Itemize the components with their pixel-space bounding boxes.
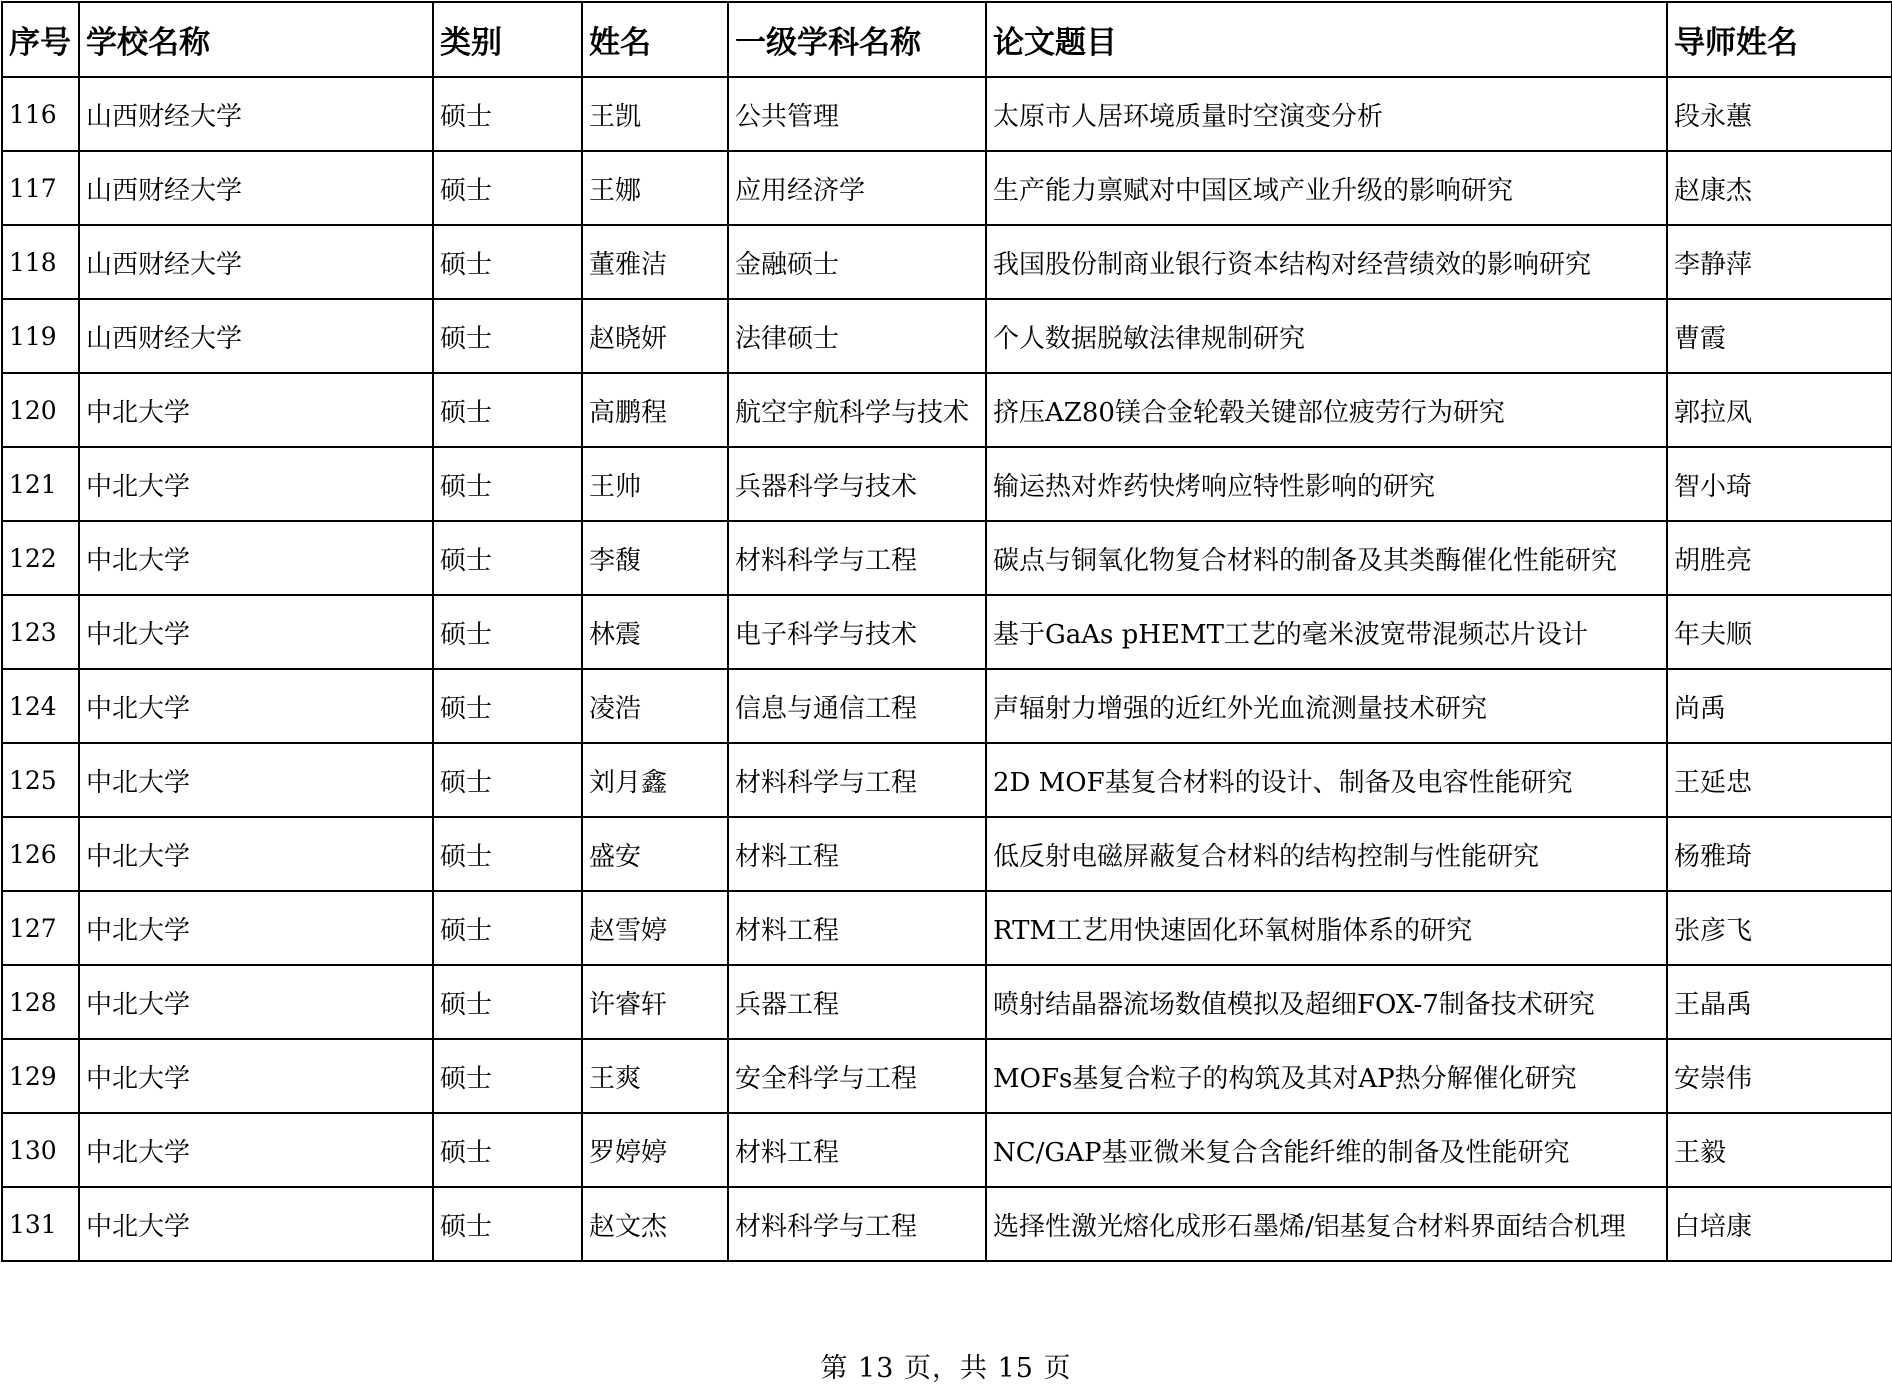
- cell-name: 李馥: [582, 521, 728, 595]
- cell-subject: 信息与通信工程: [728, 669, 986, 743]
- cell-type: 硕士: [433, 447, 582, 521]
- cell-index: 120: [2, 373, 79, 447]
- cell-name: 许睿轩: [582, 965, 728, 1039]
- cell-name: 董雅洁: [582, 225, 728, 299]
- cell-index: 118: [2, 225, 79, 299]
- cell-subject: 兵器科学与技术: [728, 447, 986, 521]
- table-row: [2, 447, 1892, 521]
- cell-subject: 公共管理: [728, 77, 986, 151]
- cell-school: 中北大学: [79, 1113, 433, 1187]
- table-row: [2, 1187, 1892, 1261]
- cell-advisor: 胡胜亮: [1667, 521, 1892, 595]
- cell-index: 122: [2, 521, 79, 595]
- cell-title: 我国股份制商业银行资本结构对经营绩效的影响研究: [986, 225, 1667, 299]
- cell-title: 输运热对炸药快烤响应特性影响的研究: [986, 447, 1667, 521]
- cell-advisor: 王毅: [1667, 1113, 1892, 1187]
- header-subject: 一级学科名称: [728, 2, 986, 77]
- cell-subject: 法律硕士: [728, 299, 986, 373]
- cell-type: 硕士: [433, 521, 582, 595]
- cell-type: 硕士: [433, 225, 582, 299]
- cell-school: 山西财经大学: [79, 151, 433, 225]
- table-row: [2, 743, 1892, 817]
- cell-advisor: 杨雅琦: [1667, 817, 1892, 891]
- cell-type: 硕士: [433, 891, 582, 965]
- cell-type: 硕士: [433, 817, 582, 891]
- cell-type: 硕士: [433, 77, 582, 151]
- cell-advisor: 张彦飞: [1667, 891, 1892, 965]
- cell-subject: 兵器工程: [728, 965, 986, 1039]
- cell-title: 太原市人居环境质量时空演变分析: [986, 77, 1667, 151]
- cell-title: 2D MOF基复合材料的设计、制备及电容性能研究: [986, 743, 1667, 817]
- cell-index: 117: [2, 151, 79, 225]
- cell-title: 碳点与铜氧化物复合材料的制备及其类酶催化性能研究: [986, 521, 1667, 595]
- cell-advisor: 安崇伟: [1667, 1039, 1892, 1113]
- cell-name: 赵雪婷: [582, 891, 728, 965]
- cell-subject: 材料工程: [728, 891, 986, 965]
- cell-title: 低反射电磁屏蔽复合材料的结构控制与性能研究: [986, 817, 1667, 891]
- cell-advisor: 曹霞: [1667, 299, 1892, 373]
- cell-school: 中北大学: [79, 891, 433, 965]
- cell-advisor: 郭拉凤: [1667, 373, 1892, 447]
- cell-type: 硕士: [433, 965, 582, 1039]
- cell-index: 128: [2, 965, 79, 1039]
- cell-advisor: 白培康: [1667, 1187, 1892, 1261]
- cell-advisor: 李静萍: [1667, 225, 1892, 299]
- cell-index: 130: [2, 1113, 79, 1187]
- cell-index: 125: [2, 743, 79, 817]
- table-body: [2, 77, 1892, 1261]
- table-row: [2, 77, 1892, 151]
- table-header: [2, 2, 1892, 77]
- cell-subject: 材料工程: [728, 817, 986, 891]
- cell-school: 山西财经大学: [79, 225, 433, 299]
- cell-type: 硕士: [433, 669, 582, 743]
- cell-type: 硕士: [433, 743, 582, 817]
- cell-school: 中北大学: [79, 373, 433, 447]
- table-row: [2, 373, 1892, 447]
- cell-title: RTM工艺用快速固化环氧树脂体系的研究: [986, 891, 1667, 965]
- page-number: 第 13 页，共 15 页: [820, 1353, 1072, 1384]
- table-row: [2, 225, 1892, 299]
- cell-title: 基于GaAs pHEMT工艺的毫米波宽带混频芯片设计: [986, 595, 1667, 669]
- cell-school: 中北大学: [79, 1039, 433, 1113]
- table-row: [2, 1039, 1892, 1113]
- cell-index: 131: [2, 1187, 79, 1261]
- cell-type: 硕士: [433, 1113, 582, 1187]
- header-school: 学校名称: [79, 2, 433, 77]
- cell-school: 中北大学: [79, 1187, 433, 1261]
- cell-title: 个人数据脱敏法律规制研究: [986, 299, 1667, 373]
- header-advisor: 导师姓名: [1667, 2, 1892, 77]
- header-type: 类别: [433, 2, 582, 77]
- cell-subject: 电子科学与技术: [728, 595, 986, 669]
- cell-name: 高鹏程: [582, 373, 728, 447]
- cell-name: 赵文杰: [582, 1187, 728, 1261]
- cell-school: 中北大学: [79, 669, 433, 743]
- table-row: [2, 817, 1892, 891]
- cell-name: 王凯: [582, 77, 728, 151]
- cell-advisor: 尚禹: [1667, 669, 1892, 743]
- cell-title: 喷射结晶器流场数值模拟及超细FOX-7制备技术研究: [986, 965, 1667, 1039]
- cell-index: 127: [2, 891, 79, 965]
- cell-subject: 材料工程: [728, 1113, 986, 1187]
- cell-index: 116: [2, 77, 79, 151]
- cell-name: 凌浩: [582, 669, 728, 743]
- cell-type: 硕士: [433, 1039, 582, 1113]
- cell-type: 硕士: [433, 373, 582, 447]
- cell-school: 中北大学: [79, 521, 433, 595]
- table-row: [2, 965, 1892, 1039]
- cell-name: 刘月鑫: [582, 743, 728, 817]
- cell-school: 中北大学: [79, 447, 433, 521]
- cell-name: 赵晓妍: [582, 299, 728, 373]
- cell-school: 中北大学: [79, 965, 433, 1039]
- cell-school: 中北大学: [79, 743, 433, 817]
- table-row: [2, 891, 1892, 965]
- table-row: [2, 595, 1892, 669]
- cell-subject: 金融硕士: [728, 225, 986, 299]
- cell-title: NC/GAP基亚微米复合含能纤维的制备及性能研究: [986, 1113, 1667, 1187]
- thesis-table: [1, 1, 1892, 1262]
- cell-school: 中北大学: [79, 595, 433, 669]
- cell-index: 123: [2, 595, 79, 669]
- cell-subject: 材料科学与工程: [728, 743, 986, 817]
- cell-school: 山西财经大学: [79, 299, 433, 373]
- cell-title: 声辐射力增强的近红外光血流测量技术研究: [986, 669, 1667, 743]
- cell-subject: 安全科学与工程: [728, 1039, 986, 1113]
- cell-subject: 应用经济学: [728, 151, 986, 225]
- cell-title: 生产能力禀赋对中国区域产业升级的影响研究: [986, 151, 1667, 225]
- cell-advisor: 王晶禹: [1667, 965, 1892, 1039]
- cell-name: 王爽: [582, 1039, 728, 1113]
- cell-type: 硕士: [433, 299, 582, 373]
- cell-index: 126: [2, 817, 79, 891]
- cell-index: 129: [2, 1039, 79, 1113]
- table-row: [2, 521, 1892, 595]
- cell-title: 选择性激光熔化成形石墨烯/铝基复合材料界面结合机理: [986, 1187, 1667, 1261]
- cell-name: 王娜: [582, 151, 728, 225]
- header-index: 序号: [2, 2, 79, 77]
- cell-school: 中北大学: [79, 817, 433, 891]
- cell-school: 山西财经大学: [79, 77, 433, 151]
- cell-type: 硕士: [433, 151, 582, 225]
- cell-title: MOFs基复合粒子的构筑及其对AP热分解催化研究: [986, 1039, 1667, 1113]
- header-row: [2, 2, 1892, 77]
- header-title: 论文题目: [986, 2, 1667, 77]
- table-row: [2, 299, 1892, 373]
- cell-name: 林震: [582, 595, 728, 669]
- cell-name: 盛安: [582, 817, 728, 891]
- cell-advisor: 年夫顺: [1667, 595, 1892, 669]
- cell-title: 挤压AZ80镁合金轮毂关键部位疲劳行为研究: [986, 373, 1667, 447]
- cell-index: 124: [2, 669, 79, 743]
- cell-advisor: 段永蕙: [1667, 77, 1892, 151]
- table-row: [2, 151, 1892, 225]
- cell-index: 119: [2, 299, 79, 373]
- cell-type: 硕士: [433, 595, 582, 669]
- table-row: [2, 1113, 1892, 1187]
- cell-subject: 航空宇航科学与技术: [728, 373, 986, 447]
- table-row: [2, 669, 1892, 743]
- cell-subject: 材料科学与工程: [728, 1187, 986, 1261]
- cell-index: 121: [2, 447, 79, 521]
- cell-advisor: 赵康杰: [1667, 151, 1892, 225]
- cell-advisor: 王延忠: [1667, 743, 1892, 817]
- cell-type: 硕士: [433, 1187, 582, 1261]
- header-name: 姓名: [582, 2, 728, 77]
- cell-name: 王帅: [582, 447, 728, 521]
- cell-name: 罗婷婷: [582, 1113, 728, 1187]
- cell-subject: 材料科学与工程: [728, 521, 986, 595]
- cell-advisor: 智小琦: [1667, 447, 1892, 521]
